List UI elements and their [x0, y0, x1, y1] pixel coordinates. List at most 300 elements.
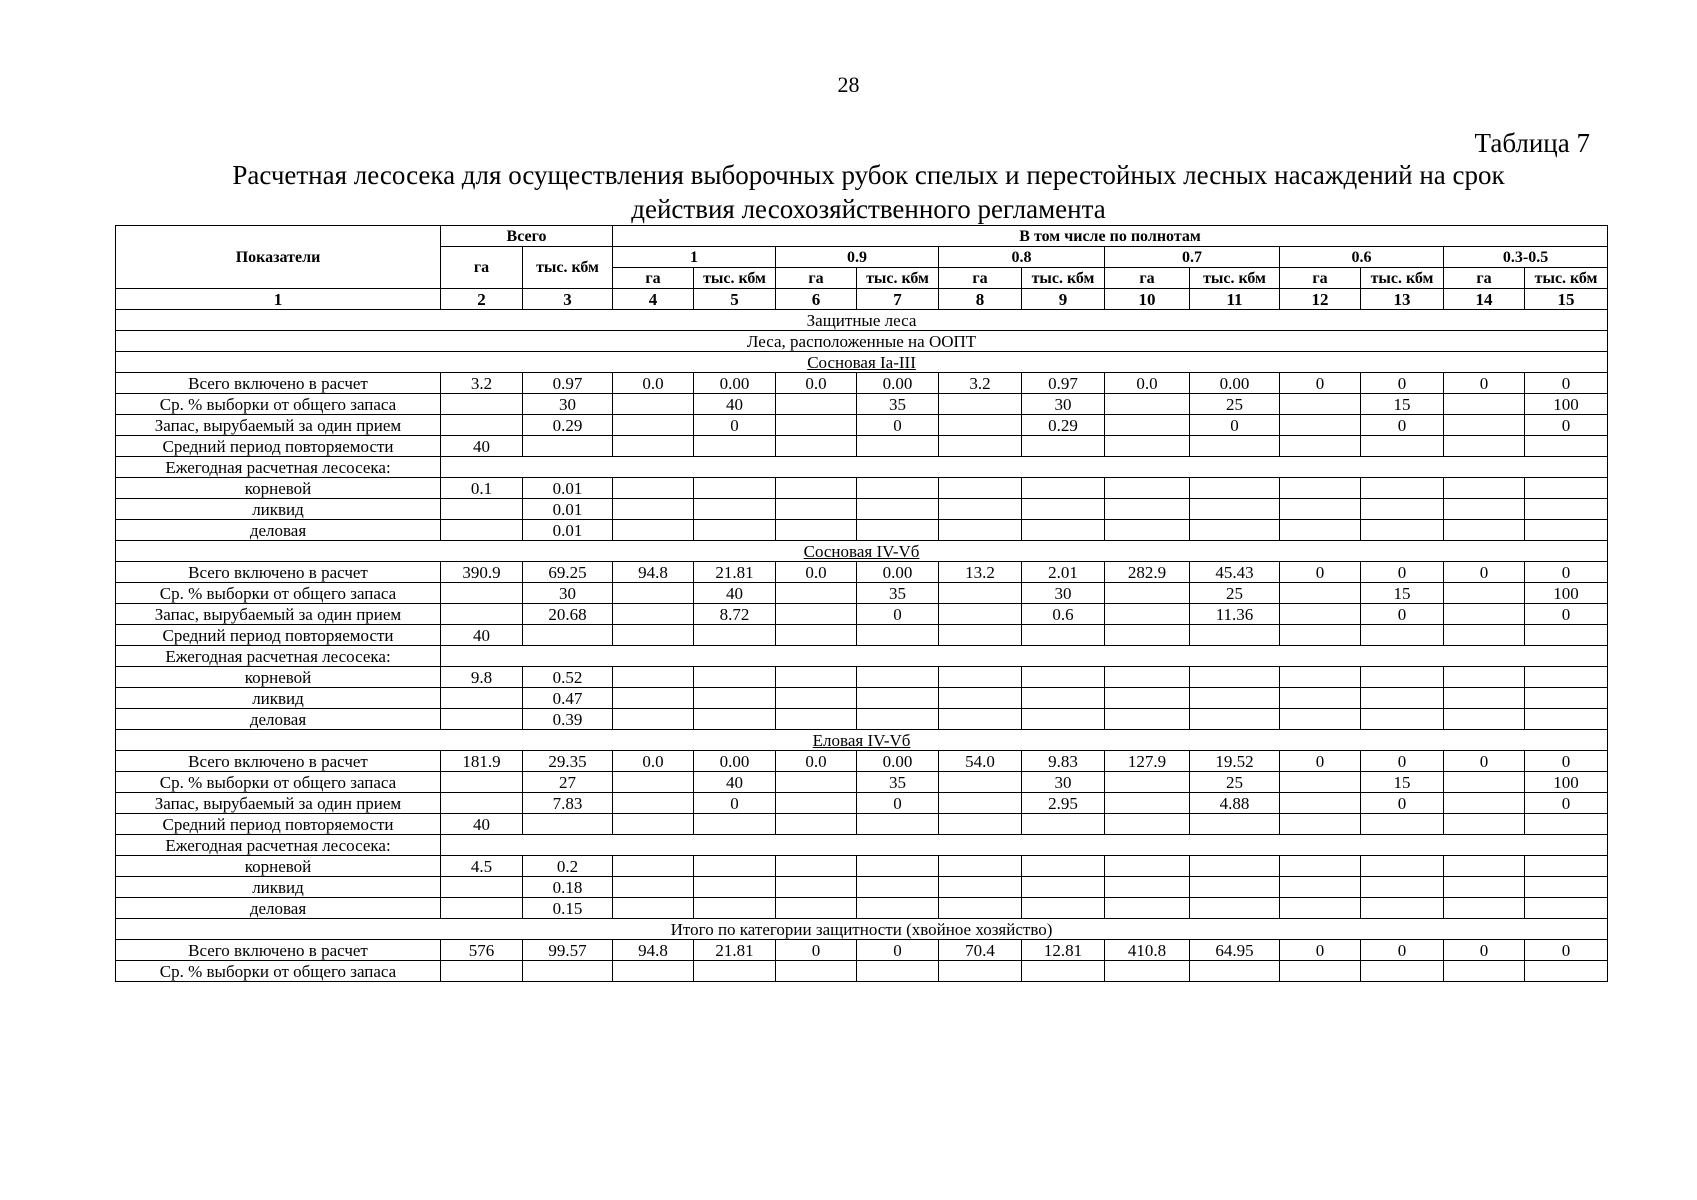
table-cell: 0.0	[613, 751, 694, 772]
table-cell	[939, 415, 1022, 436]
table-row	[116, 772, 1608, 793]
table-cell	[1361, 520, 1444, 541]
table-cell: 0	[1361, 793, 1444, 814]
section-title-text: Сосновая IV-Vб	[803, 541, 920, 561]
table-cell	[441, 520, 523, 541]
table-cell	[694, 814, 776, 835]
row-label: корневой	[116, 667, 441, 688]
table-cell	[1361, 709, 1444, 730]
table-cell: 12.81	[1022, 940, 1105, 961]
table-row	[116, 478, 1608, 499]
table-cell	[1190, 877, 1280, 898]
table-cell: 4.5	[441, 856, 523, 877]
table-cell	[694, 625, 776, 646]
table-cell	[441, 604, 523, 625]
table-cell	[1361, 814, 1444, 835]
table-cell	[1105, 604, 1190, 625]
table-cell: 54.0	[939, 751, 1022, 772]
table-cell	[776, 499, 857, 520]
table-row	[116, 520, 1608, 541]
table-cell	[939, 667, 1022, 688]
table-cell: 0.39	[523, 709, 613, 730]
table-cell: 0	[1525, 562, 1608, 583]
table-cell: 30	[1022, 772, 1105, 793]
table-row	[116, 751, 1608, 772]
table-cell	[1022, 961, 1105, 982]
row-label: корневой	[116, 478, 441, 499]
table-cell	[1022, 520, 1105, 541]
table-cell	[1280, 667, 1361, 688]
section-row	[116, 541, 1608, 562]
table-cell	[857, 961, 939, 982]
table-cell	[441, 583, 523, 604]
table-cell	[776, 478, 857, 499]
table-cell: 0	[1361, 940, 1444, 961]
table-cell	[1190, 667, 1280, 688]
header-volume: тыс. кбм	[857, 268, 939, 289]
table-cell: 0	[1361, 562, 1444, 583]
table-cell	[694, 877, 776, 898]
row-label: Ежегодная расчетная лесосека:	[116, 646, 441, 667]
table-cell: 0	[857, 604, 939, 625]
section-row	[116, 919, 1608, 940]
table-cell	[1105, 415, 1190, 436]
table-cell: 0	[857, 793, 939, 814]
table-cell	[1525, 478, 1608, 499]
table-cell	[1280, 499, 1361, 520]
table-cell: 40	[441, 625, 523, 646]
table-cell: 0.29	[523, 415, 613, 436]
table-cell: 0	[1361, 604, 1444, 625]
table-cell: 7.83	[523, 793, 613, 814]
row-label: Запас, вырубаемый за один прием	[116, 793, 441, 814]
table-row	[116, 415, 1608, 436]
table-cell: 0.18	[523, 877, 613, 898]
table-cell: 0	[1525, 373, 1608, 394]
table-cell	[939, 394, 1022, 415]
table-cell	[441, 793, 523, 814]
header-volume: тыс. кбм	[1361, 268, 1444, 289]
table-cell	[694, 856, 776, 877]
table-cell	[939, 625, 1022, 646]
table-cell: 64.95	[1190, 940, 1280, 961]
table-cell	[1105, 688, 1190, 709]
table-cell	[857, 814, 939, 835]
row-label: Ср. % выборки от общего запаса	[116, 772, 441, 793]
table-cell: 9.8	[441, 667, 523, 688]
column-number: 6	[776, 289, 857, 310]
table-cell	[1190, 625, 1280, 646]
subhead-row	[116, 457, 1608, 478]
table-cell	[1105, 793, 1190, 814]
table-cell	[857, 520, 939, 541]
table-cell: 21.81	[694, 562, 776, 583]
table-cell	[1190, 961, 1280, 982]
table-cell	[939, 583, 1022, 604]
empty-cell	[441, 835, 1608, 856]
row-label: Всего включено в расчет	[116, 751, 441, 772]
table-cell	[1444, 793, 1525, 814]
table-cell	[939, 856, 1022, 877]
table-row	[116, 583, 1608, 604]
table-cell	[776, 415, 857, 436]
row-label: деловая	[116, 709, 441, 730]
subhead-row	[116, 646, 1608, 667]
table-cell: 2.95	[1022, 793, 1105, 814]
table-cell	[694, 667, 776, 688]
table-cell	[857, 877, 939, 898]
table-cell	[1190, 688, 1280, 709]
header-volume: тыс. кбм	[1022, 268, 1105, 289]
table-cell: 19.52	[1190, 751, 1280, 772]
table-cell	[1444, 961, 1525, 982]
table-cell	[1525, 898, 1608, 919]
table-cell	[1280, 814, 1361, 835]
table-cell	[857, 667, 939, 688]
table-cell	[1280, 415, 1361, 436]
table-cell: 0	[694, 415, 776, 436]
table-row	[116, 793, 1608, 814]
table-cell: 25	[1190, 583, 1280, 604]
table-cell	[613, 961, 694, 982]
table-cell	[694, 436, 776, 457]
table-cell	[939, 709, 1022, 730]
header-total-ha: га	[441, 247, 523, 289]
table-cell: 0	[1444, 373, 1525, 394]
table-cell	[1105, 625, 1190, 646]
table-cell	[776, 520, 857, 541]
table-cell	[776, 709, 857, 730]
table-cell	[1105, 394, 1190, 415]
table-cell: 0	[1280, 940, 1361, 961]
table-cell	[613, 772, 694, 793]
table-cell	[613, 520, 694, 541]
row-label: Запас, вырубаемый за один прием	[116, 415, 441, 436]
table-cell: 0.00	[694, 373, 776, 394]
table-cell	[1105, 478, 1190, 499]
table-cell: 30	[1022, 394, 1105, 415]
table-cell	[1525, 436, 1608, 457]
header-volume: тыс. кбм	[1525, 268, 1608, 289]
table-cell: 0.47	[523, 688, 613, 709]
table-cell: 4.88	[1190, 793, 1280, 814]
table-cell	[857, 499, 939, 520]
table-cell: 40	[441, 436, 523, 457]
header-volume: тыс. кбм	[694, 268, 776, 289]
table-cell: 15	[1361, 583, 1444, 604]
header-ha: га	[939, 268, 1022, 289]
table-row	[116, 394, 1608, 415]
table-cell	[1022, 499, 1105, 520]
table-cell	[939, 436, 1022, 457]
table-cell	[1525, 520, 1608, 541]
row-label: Всего включено в расчет	[116, 940, 441, 961]
table-cell	[939, 772, 1022, 793]
table-cell	[939, 604, 1022, 625]
table-cell: 35	[857, 394, 939, 415]
table-cell	[1444, 520, 1525, 541]
row-label: Средний период повторяемости	[116, 814, 441, 835]
row-label: Средний период повторяемости	[116, 436, 441, 457]
column-number: 9	[1022, 289, 1105, 310]
table-cell	[1105, 436, 1190, 457]
table-cell: 100	[1525, 394, 1608, 415]
section-title-text: Леса, расположенные на ООПТ	[746, 331, 977, 351]
table-cell	[441, 877, 523, 898]
table-cell	[613, 856, 694, 877]
table-cell: 282.9	[1105, 562, 1190, 583]
section-title-text: Защитные леса	[806, 310, 917, 330]
table-cell	[1444, 604, 1525, 625]
table-row	[116, 436, 1608, 457]
header-group: 0.8	[939, 247, 1105, 268]
table-cell: 94.8	[613, 940, 694, 961]
table-cell: 27	[523, 772, 613, 793]
table-cell	[523, 625, 613, 646]
table-cell: 11.36	[1190, 604, 1280, 625]
section-row	[116, 331, 1608, 352]
allowable-cut-table	[115, 225, 1608, 982]
table-cell	[1280, 709, 1361, 730]
table-cell	[1361, 877, 1444, 898]
table-cell	[857, 709, 939, 730]
table-cell	[694, 478, 776, 499]
table-row	[116, 856, 1608, 877]
table-cell	[776, 625, 857, 646]
column-number: 2	[441, 289, 523, 310]
table-cell: 0	[1444, 940, 1525, 961]
table-cell	[1444, 709, 1525, 730]
table-cell: 15	[1361, 772, 1444, 793]
table-cell	[1525, 667, 1608, 688]
table-cell: 69.25	[523, 562, 613, 583]
table-cell	[1190, 520, 1280, 541]
section-title	[116, 310, 1608, 331]
table-cell: 0	[1280, 751, 1361, 772]
section-title	[116, 331, 1608, 352]
table-cell	[1022, 478, 1105, 499]
column-number: 7	[857, 289, 939, 310]
table-cell	[1444, 772, 1525, 793]
row-label: ликвид	[116, 688, 441, 709]
table-cell	[523, 436, 613, 457]
table-cell: 0.0	[776, 562, 857, 583]
table-cell: 0.97	[1022, 373, 1105, 394]
table-cell	[613, 604, 694, 625]
table-cell: 0.00	[857, 373, 939, 394]
table-cell: 0	[857, 415, 939, 436]
table-cell	[1022, 709, 1105, 730]
table-cell: 0	[1525, 751, 1608, 772]
table-cell	[857, 478, 939, 499]
table-cell: 30	[523, 394, 613, 415]
table-title-line-1: Расчетная лесосека для осуществления выборочных рубок спелых и перестойных лесных насаждений на срок	[232, 160, 1505, 190]
table-cell	[1022, 625, 1105, 646]
table-cell	[1105, 961, 1190, 982]
table-row	[116, 688, 1608, 709]
table-row	[116, 499, 1608, 520]
table-cell	[1022, 898, 1105, 919]
table-cell	[1280, 772, 1361, 793]
table-cell	[1105, 877, 1190, 898]
table-cell	[1444, 436, 1525, 457]
row-label: Ср. % выборки от общего запаса	[116, 394, 441, 415]
table-cell	[939, 688, 1022, 709]
table-cell	[613, 898, 694, 919]
table-cell: 410.8	[1105, 940, 1190, 961]
table-cell: 0.00	[1190, 373, 1280, 394]
row-label: Ежегодная расчетная лесосека:	[116, 457, 441, 478]
table-cell	[694, 688, 776, 709]
table-cell	[613, 667, 694, 688]
header-group: 0.7	[1105, 247, 1280, 268]
table-cell	[939, 520, 1022, 541]
table-cell	[1022, 436, 1105, 457]
table-cell	[1361, 625, 1444, 646]
table-cell: 9.83	[1022, 751, 1105, 772]
section-title	[116, 541, 1608, 562]
header-group: 1	[613, 247, 776, 268]
table-cell	[1105, 772, 1190, 793]
table-cell	[1022, 688, 1105, 709]
table-cell	[939, 814, 1022, 835]
table-cell: 0.0	[1105, 373, 1190, 394]
table-cell: 45.43	[1190, 562, 1280, 583]
header-total-volume: тыс. кбм	[523, 247, 613, 289]
table-cell	[613, 709, 694, 730]
table-cell: 0.1	[441, 478, 523, 499]
table-cell: 100	[1525, 772, 1608, 793]
header-ha: га	[1280, 268, 1361, 289]
empty-cell	[441, 457, 1608, 478]
table-cell: 100	[1525, 583, 1608, 604]
column-number: 12	[1280, 289, 1361, 310]
table-cell	[1444, 415, 1525, 436]
table-cell: 0.00	[857, 751, 939, 772]
table-cell	[441, 961, 523, 982]
table-cell	[1280, 583, 1361, 604]
table-cell: 0	[857, 940, 939, 961]
table-cell	[613, 478, 694, 499]
column-number: 10	[1105, 289, 1190, 310]
table-cell: 94.8	[613, 562, 694, 583]
row-label: Ежегодная расчетная лесосека:	[116, 835, 441, 856]
table-cell	[1361, 499, 1444, 520]
table-cell	[1361, 478, 1444, 499]
table-cell	[776, 772, 857, 793]
table-cell	[1190, 436, 1280, 457]
table-cell	[857, 436, 939, 457]
column-number: 1	[116, 289, 441, 310]
column-number: 8	[939, 289, 1022, 310]
table-cell	[613, 436, 694, 457]
table-cell: 0	[694, 793, 776, 814]
table-cell	[613, 688, 694, 709]
table-cell	[1190, 478, 1280, 499]
header-including: В том числе по полнотам	[613, 226, 1608, 247]
table-cell	[613, 877, 694, 898]
table-cell	[776, 688, 857, 709]
row-label: Всего включено в расчет	[116, 373, 441, 394]
table-cell	[441, 709, 523, 730]
table-cell	[1444, 814, 1525, 835]
table-title	[160, 158, 1577, 226]
table-cell	[1280, 793, 1361, 814]
column-number: 5	[694, 289, 776, 310]
table-cell	[1525, 877, 1608, 898]
table-cell	[1525, 961, 1608, 982]
table-cell	[857, 625, 939, 646]
table-cell: 0.6	[1022, 604, 1105, 625]
section-title	[116, 730, 1608, 751]
table-cell	[1525, 625, 1608, 646]
column-number: 15	[1525, 289, 1608, 310]
table-cell	[1280, 856, 1361, 877]
table-cell	[776, 814, 857, 835]
table-cell	[1190, 898, 1280, 919]
header-group: 0.3-0.5	[1444, 247, 1608, 268]
table-cell: 70.4	[939, 940, 1022, 961]
table-cell: 0	[1280, 373, 1361, 394]
table-cell: 3.2	[441, 373, 523, 394]
section-title-text: Сосновая Ia-III	[807, 352, 916, 372]
table-cell	[939, 793, 1022, 814]
header-indicators: Показатели	[116, 226, 441, 289]
table-cell: 0.01	[523, 478, 613, 499]
row-label: Всего включено в расчет	[116, 562, 441, 583]
table-cell: 2.01	[1022, 562, 1105, 583]
table-cell	[613, 625, 694, 646]
table-row	[116, 961, 1608, 982]
table-cell	[1444, 583, 1525, 604]
table-row	[116, 877, 1608, 898]
table-cell	[1444, 877, 1525, 898]
table-row	[116, 604, 1608, 625]
table-cell: 0.00	[694, 751, 776, 772]
table-cell	[1525, 688, 1608, 709]
table-cell	[1444, 478, 1525, 499]
table-row	[116, 562, 1608, 583]
table-cell	[441, 772, 523, 793]
table-cell: 0	[1280, 562, 1361, 583]
table-cell	[857, 856, 939, 877]
column-number: 13	[1361, 289, 1444, 310]
table-cell	[1105, 898, 1190, 919]
header-ha: га	[613, 268, 694, 289]
table-cell	[939, 877, 1022, 898]
table-cell	[1525, 814, 1608, 835]
table-cell	[1361, 961, 1444, 982]
table-cell	[939, 961, 1022, 982]
table-cell: 0	[1525, 793, 1608, 814]
table-cell	[1280, 520, 1361, 541]
table-cell: 35	[857, 583, 939, 604]
table-cell: 30	[523, 583, 613, 604]
row-label: корневой	[116, 856, 441, 877]
empty-cell	[441, 646, 1608, 667]
header-group: 0.9	[776, 247, 939, 268]
table-cell: 0	[776, 940, 857, 961]
table-cell	[613, 394, 694, 415]
table-cell	[441, 499, 523, 520]
table-cell: 0.2	[523, 856, 613, 877]
table-cell	[694, 898, 776, 919]
table-cell: 0.29	[1022, 415, 1105, 436]
table-cell	[1280, 961, 1361, 982]
table-row	[116, 709, 1608, 730]
table-cell	[776, 583, 857, 604]
table-cell	[776, 961, 857, 982]
